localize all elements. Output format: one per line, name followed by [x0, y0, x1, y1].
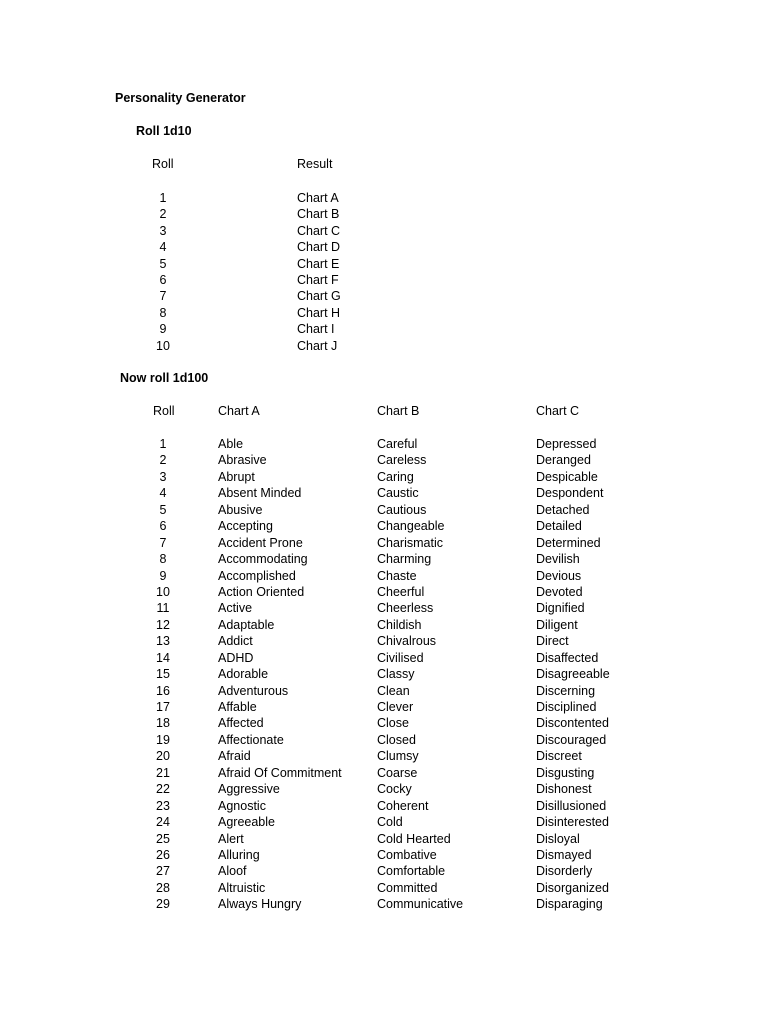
roll-number: 25: [156, 831, 170, 846]
roll-number: 10: [156, 584, 170, 599]
roll-number: 2: [159, 207, 167, 222]
chart-a-trait: Alluring: [218, 847, 260, 862]
table-row: [0, 831, 768, 847]
roll-number: 3: [159, 223, 167, 238]
chart-a-trait: Addict: [218, 634, 253, 649]
chart-a-trait: Always Hungry: [218, 897, 302, 912]
chart-b-trait: Chaste: [377, 568, 417, 583]
chart-c-trait: Discouraged: [536, 732, 607, 747]
chart-c-trait: Despicable: [536, 469, 598, 484]
chart-b-trait: Civilised: [377, 650, 424, 665]
chart-b-trait: Coarse: [377, 765, 418, 780]
roll-number: 14: [156, 650, 170, 665]
table-row: [0, 650, 768, 666]
table-row: [0, 781, 768, 797]
roll-number: 3: [159, 469, 167, 484]
chart-a-trait: Adventurous: [218, 683, 289, 698]
table-row: [0, 272, 768, 288]
chart-c-trait: Direct: [536, 634, 569, 649]
chart-a-trait: Action Oriented: [218, 584, 305, 599]
table-row: [0, 469, 768, 485]
chart-b-trait: Committed: [377, 880, 438, 895]
roll-number: 1: [159, 437, 167, 451]
chart-a-trait: Adorable: [218, 667, 269, 682]
chart-b-trait: Coherent: [377, 798, 429, 813]
roll-number: 28: [156, 880, 170, 895]
chart-c-trait: Disillusioned: [536, 798, 607, 813]
chart-a-trait: Adaptable: [218, 617, 275, 632]
chart-a-trait: Able: [218, 437, 244, 451]
chart-c-trait: Detached: [536, 502, 590, 517]
table-row: [0, 699, 768, 715]
chart-c-trait: Diligent: [536, 617, 578, 632]
chart-a-trait: Aggressive: [218, 782, 280, 797]
roll-number: 19: [156, 732, 170, 747]
chart-c-trait: Dishonest: [536, 782, 592, 797]
chart-a-trait: Agreeable: [218, 815, 275, 830]
chart-c-trait: Determined: [536, 535, 601, 550]
section2-col-chart-c: Chart C: [536, 404, 580, 418]
table-row: [0, 748, 768, 764]
roll-result: Chart I: [297, 322, 335, 337]
table-row: [0, 880, 768, 896]
section2-col-roll: Roll: [153, 404, 175, 418]
roll-result: Chart F: [297, 272, 339, 287]
table-row: [0, 239, 768, 255]
section2-col-chart-b: Chart B: [377, 404, 420, 418]
chart-a-trait: Affectionate: [218, 732, 284, 747]
table-row: [0, 485, 768, 501]
chart-a-trait: Afraid: [218, 749, 251, 764]
chart-b-trait: Careful: [377, 437, 418, 451]
roll-number: 12: [156, 617, 170, 632]
section1-table: [0, 190, 768, 354]
chart-b-trait: Chivalrous: [377, 634, 437, 649]
roll-number: 27: [156, 864, 170, 879]
chart-c-trait: Discreet: [536, 749, 582, 764]
chart-a-trait: Abrupt: [218, 469, 255, 484]
roll-number: 1: [159, 191, 167, 205]
chart-c-trait: Disparaging: [536, 897, 603, 912]
roll-number: 16: [156, 683, 170, 698]
roll-number: 7: [159, 289, 167, 304]
roll-number: 6: [159, 272, 167, 287]
chart-a-trait: Afraid Of Commitment: [218, 765, 342, 780]
table-row: [0, 338, 768, 354]
chart-c-trait: Disgusting: [536, 765, 595, 780]
table-row: [0, 206, 768, 222]
roll-number: 17: [156, 700, 170, 714]
roll-number: 11: [156, 601, 170, 616]
roll-number: 8: [159, 552, 167, 567]
chart-a-trait: Altruistic: [218, 880, 266, 895]
table-row: [0, 732, 768, 748]
chart-c-trait: Devious: [536, 568, 582, 583]
roll-result: Chart G: [297, 289, 341, 304]
table-row: [0, 683, 768, 699]
chart-c-trait: Disinterested: [536, 815, 609, 830]
roll-number: 5: [159, 256, 167, 271]
chart-b-trait: Cautious: [377, 502, 427, 517]
chart-c-trait: Disagreeable: [536, 667, 610, 682]
chart-a-trait: Aloof: [218, 864, 247, 879]
chart-b-trait: Cocky: [377, 782, 412, 797]
chart-a-trait: Accomplished: [218, 568, 296, 583]
table-row: [0, 535, 768, 551]
chart-c-trait: Dismayed: [536, 847, 592, 862]
roll-number: 29: [156, 897, 170, 912]
table-row: [0, 436, 768, 452]
roll-result: Chart C: [297, 223, 341, 238]
chart-c-trait: Detailed: [536, 519, 582, 534]
table-row: [0, 617, 768, 633]
chart-a-trait: Accommodating: [218, 552, 308, 567]
chart-c-trait: Dignified: [536, 601, 585, 616]
roll-number: 15: [156, 667, 170, 682]
section1-col-roll: Roll: [152, 157, 174, 171]
table-row: [0, 863, 768, 879]
roll-number: 5: [159, 502, 167, 517]
table-row: [0, 633, 768, 649]
roll-number: 8: [159, 305, 167, 320]
chart-c-trait: Disorganized: [536, 880, 609, 895]
table-row: [0, 518, 768, 534]
chart-b-trait: Charismatic: [377, 535, 443, 550]
chart-a-trait: Abusive: [218, 502, 263, 517]
chart-b-trait: Classy: [377, 667, 415, 682]
section2-table: [0, 436, 768, 913]
table-row: [0, 288, 768, 304]
chart-b-trait: Clumsy: [377, 749, 419, 764]
section2-heading: Now roll 1d100: [120, 371, 209, 385]
roll-number: 21: [156, 765, 170, 780]
chart-c-trait: Disciplined: [536, 700, 597, 714]
chart-b-trait: Careless: [377, 453, 427, 468]
roll-number: 4: [159, 486, 167, 501]
chart-c-trait: Deranged: [536, 453, 591, 468]
roll-number: 7: [159, 535, 167, 550]
roll-result: Chart J: [297, 338, 338, 353]
chart-a-trait: Absent Minded: [218, 486, 302, 501]
roll-number: 24: [156, 815, 170, 830]
table-row: [0, 256, 768, 272]
table-row: [0, 551, 768, 567]
roll-number: 18: [156, 716, 170, 731]
chart-b-trait: Cheerless: [377, 601, 434, 616]
chart-c-trait: Despondent: [536, 486, 604, 501]
table-row: [0, 452, 768, 468]
chart-a-trait: Accident Prone: [218, 535, 303, 550]
section2-col-chart-a: Chart A: [218, 404, 260, 418]
section1-col-result: Result: [297, 157, 333, 171]
table-row: [0, 765, 768, 781]
roll-result: Chart B: [297, 207, 340, 222]
roll-number: 6: [159, 519, 167, 534]
chart-c-trait: Disorderly: [536, 864, 593, 879]
roll-number: 23: [156, 798, 170, 813]
roll-number: 13: [156, 634, 170, 649]
chart-b-trait: Close: [377, 716, 409, 731]
chart-c-trait: Depressed: [536, 437, 597, 451]
chart-b-trait: Closed: [377, 732, 416, 747]
chart-c-trait: Disaffected: [536, 650, 599, 665]
chart-b-trait: Caustic: [377, 486, 419, 501]
chart-b-trait: Caring: [377, 469, 414, 484]
roll-result: Chart D: [297, 240, 341, 255]
chart-b-trait: Cold: [377, 815, 403, 830]
roll-number: 20: [156, 749, 170, 764]
table-row: [0, 502, 768, 518]
roll-result: Chart A: [297, 191, 339, 205]
chart-a-trait: Accepting: [218, 519, 273, 534]
chart-b-trait: Clever: [377, 700, 414, 714]
page-title: Personality Generator: [115, 91, 246, 105]
chart-b-trait: Changeable: [377, 519, 445, 534]
chart-a-trait: Alert: [218, 831, 244, 846]
chart-a-trait: Agnostic: [218, 798, 266, 813]
roll-number: 4: [159, 240, 167, 255]
roll-result: Chart H: [297, 305, 341, 320]
section1-heading: Roll 1d10: [136, 124, 192, 138]
table-row: [0, 223, 768, 239]
roll-number: 9: [159, 322, 167, 337]
chart-c-trait: Devilish: [536, 552, 580, 567]
chart-c-trait: Disloyal: [536, 831, 580, 846]
table-row: [0, 666, 768, 682]
table-row: [0, 896, 768, 912]
chart-b-trait: Communicative: [377, 897, 464, 912]
chart-b-trait: Comfortable: [377, 864, 446, 879]
roll-number: 10: [156, 338, 170, 353]
table-row: [0, 305, 768, 321]
chart-b-trait: Cheerful: [377, 584, 425, 599]
chart-c-trait: Discontented: [536, 716, 609, 731]
table-row: [0, 715, 768, 731]
chart-b-trait: Charming: [377, 552, 432, 567]
chart-c-trait: Devoted: [536, 584, 583, 599]
table-row: [0, 568, 768, 584]
table-row: [0, 600, 768, 616]
roll-number: 9: [159, 568, 167, 583]
roll-result: Chart E: [297, 256, 340, 271]
chart-b-trait: Childish: [377, 617, 422, 632]
chart-b-trait: Clean: [377, 683, 410, 698]
table-row: [0, 798, 768, 814]
chart-a-trait: Active: [218, 601, 253, 616]
table-row: [0, 190, 768, 206]
chart-b-trait: Cold Hearted: [377, 831, 451, 846]
table-row: [0, 847, 768, 863]
chart-c-trait: Discerning: [536, 683, 596, 698]
chart-a-trait: Affable: [218, 700, 257, 714]
chart-b-trait: Combative: [377, 847, 437, 862]
table-row: [0, 321, 768, 337]
chart-a-trait: ADHD: [218, 650, 254, 665]
roll-number: 26: [156, 847, 170, 862]
roll-number: 2: [159, 453, 167, 468]
table-row: [0, 584, 768, 600]
chart-a-trait: Affected: [218, 716, 264, 731]
table-row: [0, 814, 768, 830]
chart-a-trait: Abrasive: [218, 453, 267, 468]
roll-number: 22: [156, 782, 170, 797]
